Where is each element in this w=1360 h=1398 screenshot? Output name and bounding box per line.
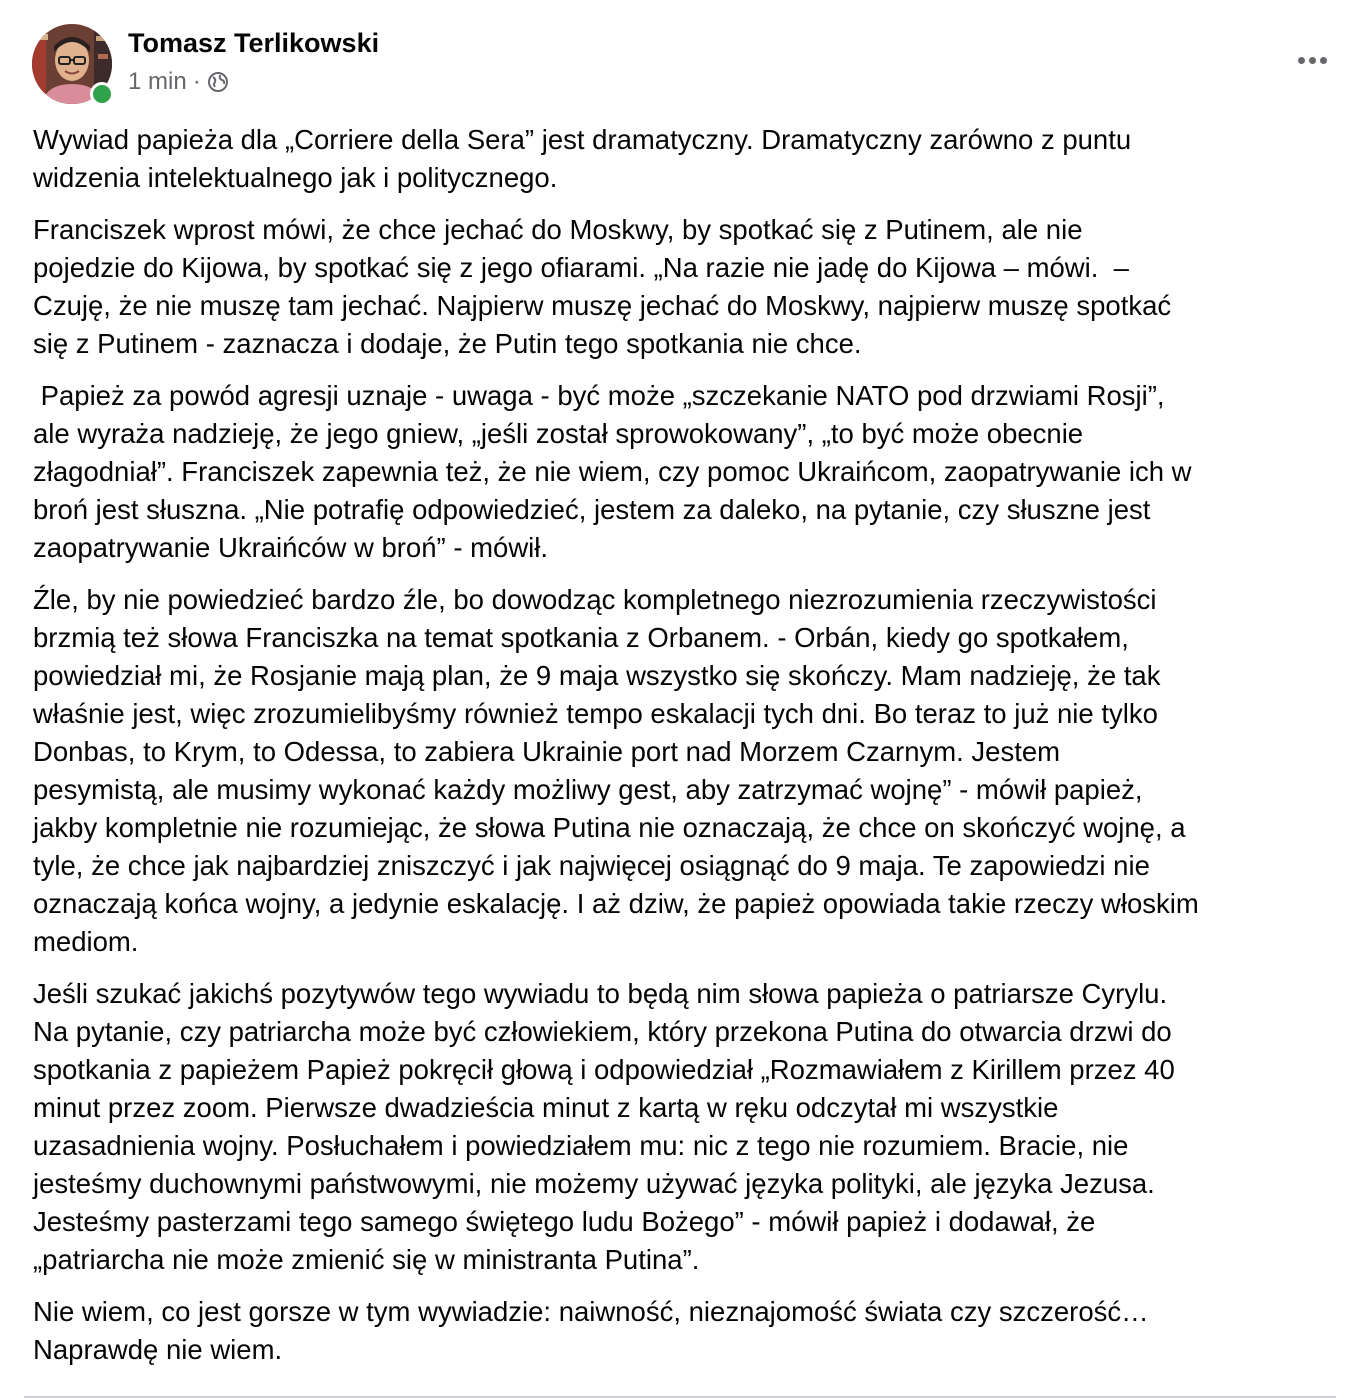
more-options-button[interactable] <box>1290 42 1334 78</box>
post-body <box>33 121 1333 1383</box>
author-name[interactable]: Tomasz Terlikowski <box>128 28 380 58</box>
post-paragraph: Nie wiem, co jest gorsze w tym wywiadzie: naiwność, nieznajomość świata czy szczerość… Naprawdę nie wiem. <box>33 1296 1149 1365</box>
globe-icon[interactable] <box>207 71 229 93</box>
post-meta <box>128 68 229 96</box>
post-paragraph: Jeśli szukać jakichś pozytywów tego wywiadu to będą nim słowa papieża o patriarsze Cyrylu. Na pytanie, czy patriarcha może być człowiekiem, który przekona Putina do otwarcia drzwi do spotkania z papieżem Papież pokręcił głową i odpowiedział „Rozmawiałem z Kirillem przez 40 minut przez zoom. Pierwsze dwadzieścia minut z kartą w ręku odczytał mi wszystkie uzasadnienia wojny. Posłuchałem i powiedziałem mu: nic z tego nie rozumiem. Bracie, nie jesteśmy duchownymi państwowymi, nie możemy używać języka polityki, ale języka Jezusa. Jesteśmy pasterzami tego samego świętego ludu Bożego” - mówił papież i dodawał, że „patriarcha nie może zmienić się w ministranta Putina”. <box>33 978 1175 1275</box>
post-paragraph: Papież za powód agresji uznaje - uwaga - być może „szczekanie NATO pod drzwiami Rosji”, ale wyraża nadzieję, że jego gniew, „jeśli został sprowokowany”, „to być może obecnie złagodniał”. Franciszek zapewnia też, że nie wiem, czy pomoc Ukraińcom, zaopatrywanie ich w broń jest słuszna. „Nie potrafię odpowiedzieć, jestem za daleko, na pytanie, czy słuszne jest zaopatrywanie Ukraińców w broń” - mówił. <box>33 380 1192 563</box>
post-paragraph: Źle, by nie powiedzieć bardzo źle, bo dowodząc kompletnego niezrozumienia rzeczywistości brzmią też słowa Franciszka na temat spotkania z Orbanem. - Orbán, kiedy go spotkałem, powiedział mi, że Rosjanie mają plan, że 9 maja wszystko się skończy. Mam nadzieję, że tak właśnie jest, więc zrozumielibyśmy również tempo eskalacji tych dni. Bo teraz to już nie tylko Donbas, to Krym, to Odessa, to zabiera Ukrainie port nad Morzem Czarnym. Jestem pesymistą, ale musimy wykonać każdy możliwy gest, aby zatrzymać wojnę” - mówił papież, jakby kompletnie nie rozumiejąc, że słowa Putina nie oznaczają, że chce on skończyć wojnę, a tyle, że chce jak najbardziej zniszczyć i jak najwięcej osiągnąć do 9 maja. Te zapowiedzi nie oznaczają końca wojny, a jedynie eskalację. I aż dziw, że papież opowiada takie rzeczy włoskim mediom. <box>33 584 1199 957</box>
online-status-indicator <box>90 82 114 106</box>
post-paragraph: Wywiad papieża dla „Corriere della Sera” jest dramatyczny. Dramatyczny zarówno z puntu widzenia intelektualnego jak i politycznego. <box>33 124 1132 193</box>
post-paragraph: Franciszek wprost mówi, że chce jechać do Moskwy, by spotkać się z Putinem, ale nie pojedzie do Kijowa, by spotkać się z jego ofiarami. „Na razie nie jadę do Kijowa – mówi. – Czuję, że nie muszę tam jechać. Najpierw muszę jechać do Moskwy, najpierw muszę spotkać się z Putinem - zaznacza i dodaje, że Putin tego spotkania nie chce. <box>33 214 1172 359</box>
meta-separator: · <box>192 68 201 95</box>
post-header <box>32 22 1332 106</box>
author-avatar[interactable] <box>32 24 112 104</box>
more-horizontal-icon <box>1298 57 1327 64</box>
post-timestamp[interactable]: 1 min <box>128 68 187 95</box>
